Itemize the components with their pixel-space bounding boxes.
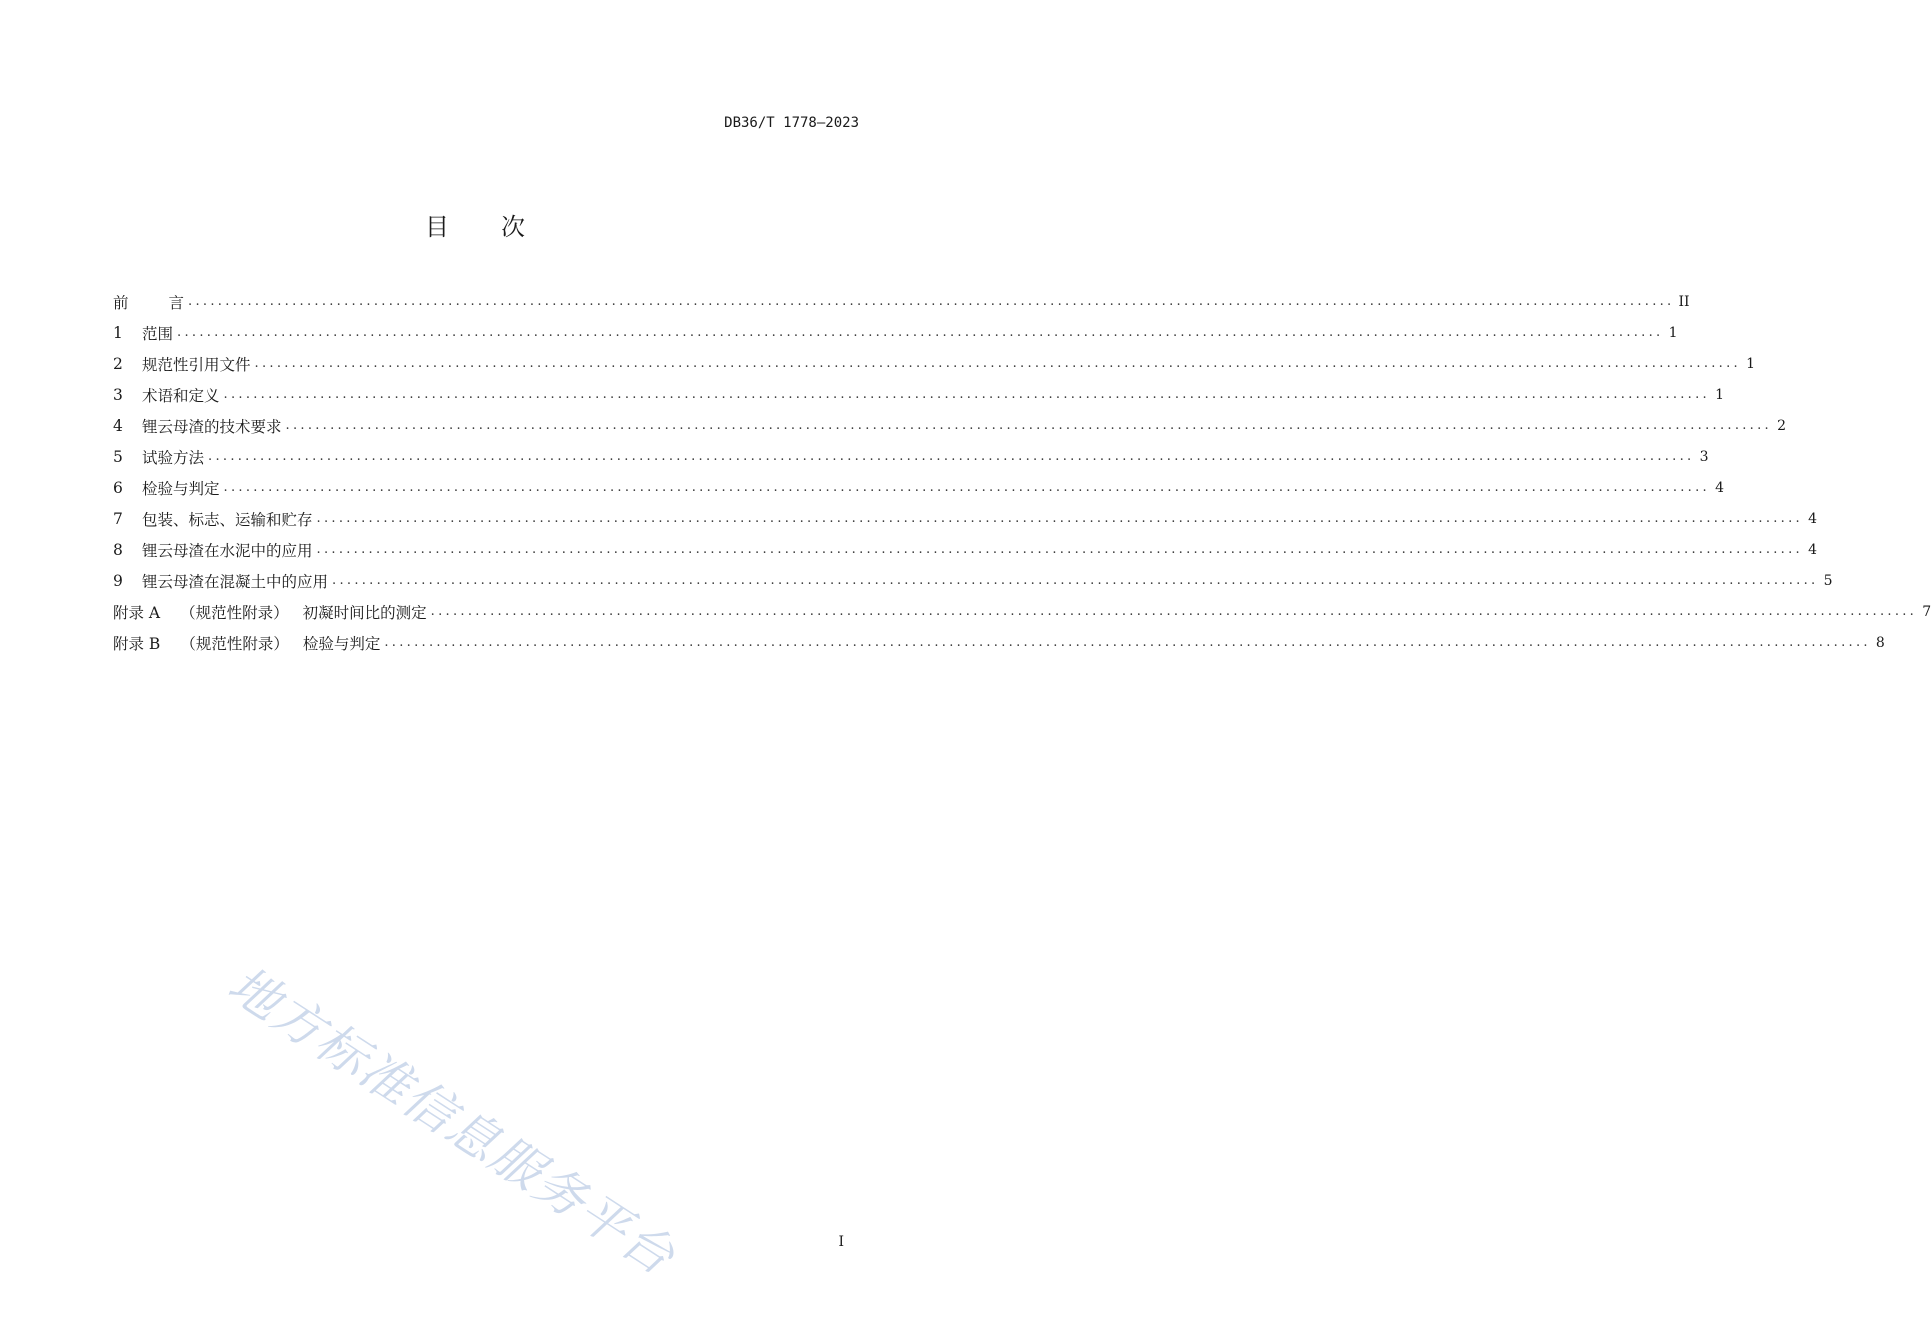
toc-entry-section-7[interactable] — [113, 503, 1817, 534]
toc-entry-page: 4 — [1808, 510, 1817, 527]
toc-entry-number: 7 — [113, 509, 123, 528]
watermark: 地方标准信息服务平台 — [218, 955, 686, 1287]
toc-entry-section-5[interactable] — [113, 441, 1709, 472]
toc-entry-page: 7 — [1922, 603, 1931, 620]
toc-entry-label: 锂云母渣的技术要求 — [142, 417, 282, 436]
toc-entry-label: 包装、标志、运输和贮存 — [142, 510, 313, 529]
toc-entry-page: 3 — [1699, 448, 1709, 465]
toc-entry-label: 试验方法 — [142, 448, 205, 467]
toc-entry-number: 附录 B — [113, 634, 161, 653]
toc-entry-label: 检验与判定 — [142, 479, 220, 498]
toc-entry-page: 4 — [1715, 479, 1724, 496]
toc-entry-label: 前言 — [113, 293, 185, 312]
toc-entry-section-3[interactable] — [113, 379, 1724, 410]
toc-entry-section-6[interactable] — [113, 472, 1724, 503]
toc-entry-page: 1 — [1668, 324, 1678, 341]
document-code: DB36/T 1778—2023 — [724, 115, 859, 131]
toc-entry-page: II — [1678, 293, 1690, 310]
toc-entry-page: 1 — [1746, 355, 1755, 372]
toc-entry-section-1[interactable] — [113, 317, 1678, 348]
toc-leader-dots: ........................................................................................................................................................................................................ — [223, 387, 1710, 402]
toc-leader-dots: ........................................................................................................................................................................................................ — [430, 604, 1918, 619]
toc-entry-label: 规范性引用文件 — [142, 355, 251, 374]
toc-entry-label: 初凝时间比的测定 — [302, 603, 427, 622]
toc-entry-label: 锂云母渣在混凝土中的应用 — [142, 572, 329, 591]
toc-entry-number: 8 — [113, 540, 123, 559]
toc-entry-number: 6 — [113, 478, 123, 497]
toc-entry-page: 8 — [1875, 634, 1885, 651]
toc-entry-number: 9 — [113, 571, 123, 590]
toc-entry-number: 附录 A — [113, 603, 161, 622]
table-of-contents — [113, 286, 1931, 658]
toc-leader-dots: ........................................................................................................................................................................................................ — [223, 480, 1710, 495]
toc-entry-section-4[interactable] — [113, 410, 1786, 441]
toc-entry-number: 1 — [113, 323, 123, 342]
toc-leader-dots: ........................................................................................................................................................................................................ — [188, 294, 1675, 309]
toc-entry-page: 4 — [1808, 541, 1817, 558]
toc-leader-dots: ........................................................................................................................................................................................................ — [285, 418, 1772, 433]
page-number: I — [838, 1234, 844, 1250]
toc-title: 目次 — [425, 213, 577, 241]
toc-appendix-type: （规范性附录） — [180, 634, 289, 653]
toc-leader-dots: ........................................................................................................................................................................................................ — [332, 573, 1819, 588]
toc-entry-appendix-b[interactable] — [113, 627, 1885, 658]
toc-leader-dots: ........................................................................................................................................................................................................ — [384, 635, 1871, 650]
toc-entry-label: 术语和定义 — [142, 386, 220, 405]
toc-leader-dots: ........................................................................................................................................................................................................ — [177, 325, 1664, 340]
toc-entry-section-8[interactable] — [113, 534, 1817, 565]
toc-entry-page: 5 — [1823, 572, 1833, 589]
toc-entry-page: 1 — [1715, 386, 1724, 403]
toc-leader-dots: ........................................................................................................................................................................................................ — [316, 511, 1803, 526]
toc-entry-section-2[interactable] — [113, 348, 1755, 379]
toc-leader-dots: ........................................................................................................................................................................................................ — [208, 449, 1695, 464]
toc-entry-section-9[interactable] — [113, 565, 1833, 596]
toc-entry-foreword[interactable] — [113, 286, 1690, 317]
toc-entry-appendix-a[interactable] — [113, 596, 1931, 627]
toc-entry-number: 2 — [113, 354, 123, 373]
toc-leader-dots: ........................................................................................................................................................................................................ — [254, 356, 1741, 371]
toc-entry-label: 检验与判定 — [302, 634, 381, 653]
toc-entry-label: 锂云母渣在水泥中的应用 — [142, 541, 313, 560]
toc-appendix-type: （规范性附录） — [180, 603, 289, 622]
toc-leader-dots: ........................................................................................................................................................................................................ — [316, 542, 1803, 557]
toc-entry-page: 2 — [1777, 417, 1786, 434]
toc-entry-number: 4 — [113, 416, 123, 435]
toc-entry-label: 范围 — [142, 324, 174, 343]
toc-entry-number: 5 — [113, 447, 123, 466]
toc-entry-number: 3 — [113, 385, 123, 404]
